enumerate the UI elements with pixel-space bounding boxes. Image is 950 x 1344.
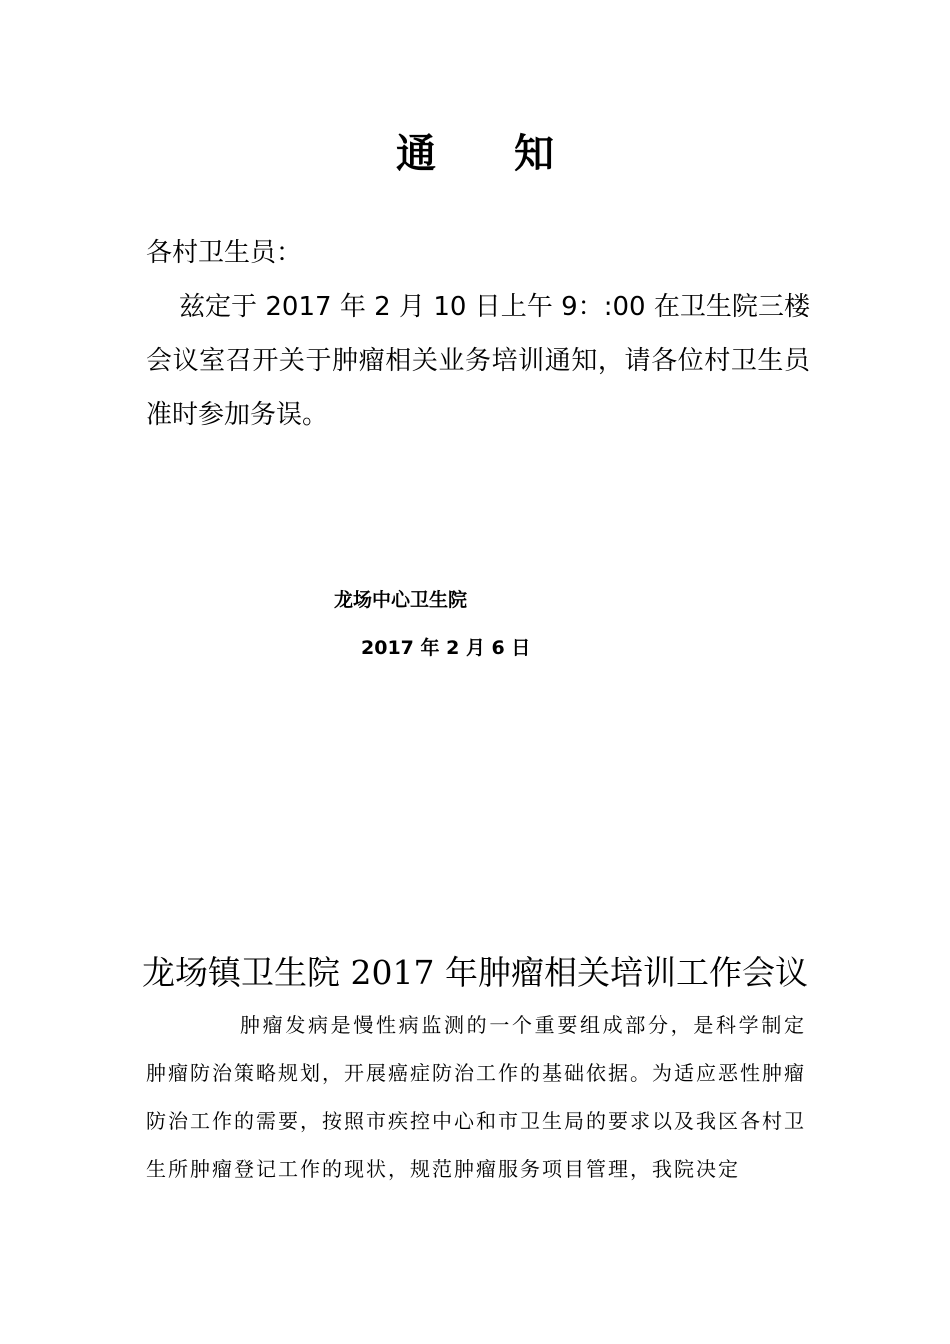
meeting-paragraph: 肿瘤发病是慢性病监测的一个重要组成部分，是科学制定肿瘤防治策略规划，开展癌症防治工作的基础依据。为适应恶性肿瘤防治工作的需要，按照市疾控中心和市卫生局的要求以及我区各村卫生所肿瘤登记工作的现状，规范肿瘤服务项目管理，我院决定 bbox=[146, 1013, 806, 1181]
signature-date: 2017 年 2 月 6 日 bbox=[361, 637, 531, 659]
notice-body bbox=[146, 226, 810, 442]
notice-salutation: 各村卫生员： bbox=[146, 238, 303, 268]
notice-title bbox=[0, 128, 950, 180]
notice-title-char-1: 通 bbox=[396, 130, 436, 177]
meeting-title: 龙场镇卫生院 2017 年肿瘤相关培训工作会议 bbox=[142, 953, 808, 992]
notice-title-char-2: 知 bbox=[514, 130, 554, 177]
notice-content: 兹定于 2017 年 2 月 10 日上午 9：:00 在卫生院三楼会议室召开关于肿瘤相关业务培训通知，请各位村卫生员准时参加务误。 bbox=[146, 292, 810, 430]
meeting-body bbox=[146, 1001, 806, 1193]
signature-organization: 龙场中心卫生院 bbox=[334, 589, 468, 611]
